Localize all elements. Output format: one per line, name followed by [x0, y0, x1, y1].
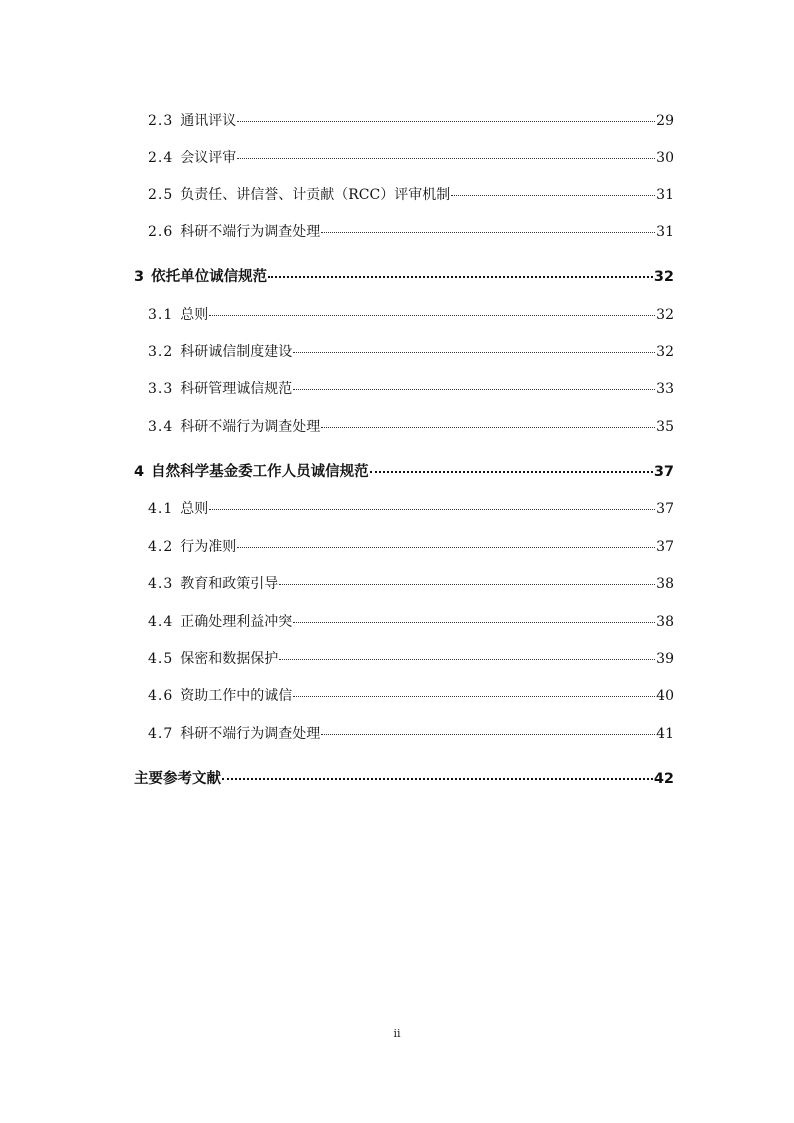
- toc-entry-2-4[interactable]: [148, 147, 674, 169]
- toc-entry-page: 32: [656, 307, 674, 323]
- toc-entry-title: 科研不端行为调查处理: [180, 419, 321, 435]
- toc-entry-4-6[interactable]: [148, 685, 674, 707]
- toc-dot-leader: [237, 158, 655, 159]
- toc-entry-number: 4.6: [148, 688, 174, 704]
- toc-entry-4-1[interactable]: [148, 498, 674, 520]
- toc-entry-page: 41: [656, 726, 674, 742]
- toc-entry-page: 37: [656, 539, 674, 555]
- toc-dot-leader: [222, 778, 653, 780]
- toc-entry-page: 35: [656, 419, 674, 435]
- toc-entry-title: 行为准则: [180, 539, 237, 555]
- toc-dot-leader: [237, 121, 655, 122]
- toc-entry-title: 正确处理利益冲突: [180, 614, 293, 630]
- toc-dot-leader: [293, 389, 655, 390]
- toc-entry-page: 38: [656, 576, 674, 592]
- toc-entry-page: 29: [656, 113, 674, 129]
- toc-dot-leader: [321, 734, 655, 735]
- toc-entry-title: 会议评审: [180, 150, 237, 166]
- toc-entry-number: 2.5: [148, 187, 174, 203]
- toc-chapter-references[interactable]: [134, 768, 674, 790]
- toc-entry-number: 4.2: [148, 539, 174, 555]
- toc-entry-title: 教育和政策引导: [180, 576, 279, 592]
- toc-entry-number: 4.7: [148, 726, 174, 742]
- toc-entry-title: 总则: [180, 307, 209, 323]
- toc-chapter-page: 42: [653, 771, 674, 787]
- toc-entry-page: 31: [656, 187, 674, 203]
- page-number: ii: [393, 1027, 401, 1040]
- toc-chapter-4[interactable]: [134, 461, 674, 483]
- toc-entry-title: 保密和数据保护: [180, 651, 279, 667]
- toc-dot-leader: [293, 622, 655, 623]
- toc-dot-leader: [321, 427, 655, 428]
- toc-entry-page: 38: [656, 614, 674, 630]
- toc-dot-leader: [209, 315, 655, 316]
- toc-dot-leader: [293, 696, 655, 697]
- toc-chapter-3[interactable]: [134, 266, 674, 288]
- toc-entry-3-3[interactable]: [148, 378, 674, 400]
- toc-dot-leader: [209, 509, 655, 510]
- toc-chapter-number: 4: [134, 464, 146, 480]
- toc-entry-number: 4.1: [148, 501, 174, 517]
- toc-entry-title: 科研不端行为调查处理: [180, 726, 321, 742]
- toc-entry-number: 2.3: [148, 113, 174, 129]
- toc-entry-title: 通讯评议: [180, 113, 237, 129]
- toc-entry-page: 31: [656, 224, 674, 240]
- toc-entry-2-6[interactable]: [148, 221, 674, 243]
- toc-entry-title: 科研诚信制度建设: [180, 344, 293, 360]
- toc-entry-4-5[interactable]: [148, 648, 674, 670]
- toc-entry-page: 32: [656, 344, 674, 360]
- toc-entry-page: 33: [656, 381, 674, 397]
- toc-entry-3-4[interactable]: [148, 416, 674, 438]
- toc-entry-number: 2.6: [148, 224, 174, 240]
- toc-chapter-title: 自然科学基金委工作人员诚信规范: [151, 464, 369, 480]
- toc-entry-4-7[interactable]: [148, 723, 674, 745]
- toc-entry-3-1[interactable]: [148, 304, 674, 326]
- toc-dot-leader: [293, 352, 655, 353]
- toc-entry-number: 4.4: [148, 614, 174, 630]
- toc-dot-leader: [451, 195, 655, 196]
- toc-entry-page: 30: [656, 150, 674, 166]
- toc-entry-number: 4.3: [148, 576, 174, 592]
- toc-dot-leader: [321, 232, 655, 233]
- toc-chapter-number: 3: [134, 269, 146, 285]
- toc-dot-leader: [279, 584, 655, 585]
- toc-entry-number: 3.4: [148, 419, 174, 435]
- toc-entry-number: 3.3: [148, 381, 174, 397]
- toc-chapter-title: 依托单位诚信规范: [151, 269, 268, 285]
- toc-entry-page: 37: [656, 501, 674, 517]
- toc-entry-title: 负责任、讲信誉、计贡献（RCC）评审机制: [180, 187, 451, 203]
- toc-chapter-page: 37: [653, 464, 674, 480]
- toc-entry-title: 资助工作中的诚信: [180, 688, 293, 704]
- toc-entry-4-3[interactable]: [148, 573, 674, 595]
- toc-entry-number: 3.1: [148, 307, 174, 323]
- toc-entry-number: 2.4: [148, 150, 174, 166]
- toc-entry-2-3[interactable]: [148, 110, 674, 132]
- toc-entry-number: 4.5: [148, 651, 174, 667]
- toc-entry-title: 科研管理诚信规范: [180, 381, 293, 397]
- toc-dot-leader: [370, 471, 653, 473]
- toc-entry-3-2[interactable]: [148, 341, 674, 363]
- toc-entry-title: 科研不端行为调查处理: [180, 224, 321, 240]
- toc-entry-2-5[interactable]: [148, 184, 674, 206]
- toc-entry-4-2[interactable]: [148, 536, 674, 558]
- toc-entry-title: 总则: [180, 501, 209, 517]
- toc-chapter-page: 32: [653, 269, 674, 285]
- toc-dot-leader: [279, 659, 655, 660]
- toc-chapter-title: 主要参考文献: [134, 771, 221, 787]
- toc-entry-page: 40: [656, 688, 674, 704]
- toc-entry-4-4[interactable]: [148, 611, 674, 633]
- toc-entry-page: 39: [656, 651, 674, 667]
- toc-dot-leader: [268, 276, 653, 278]
- toc-entry-number: 3.2: [148, 344, 174, 360]
- toc-dot-leader: [237, 547, 655, 548]
